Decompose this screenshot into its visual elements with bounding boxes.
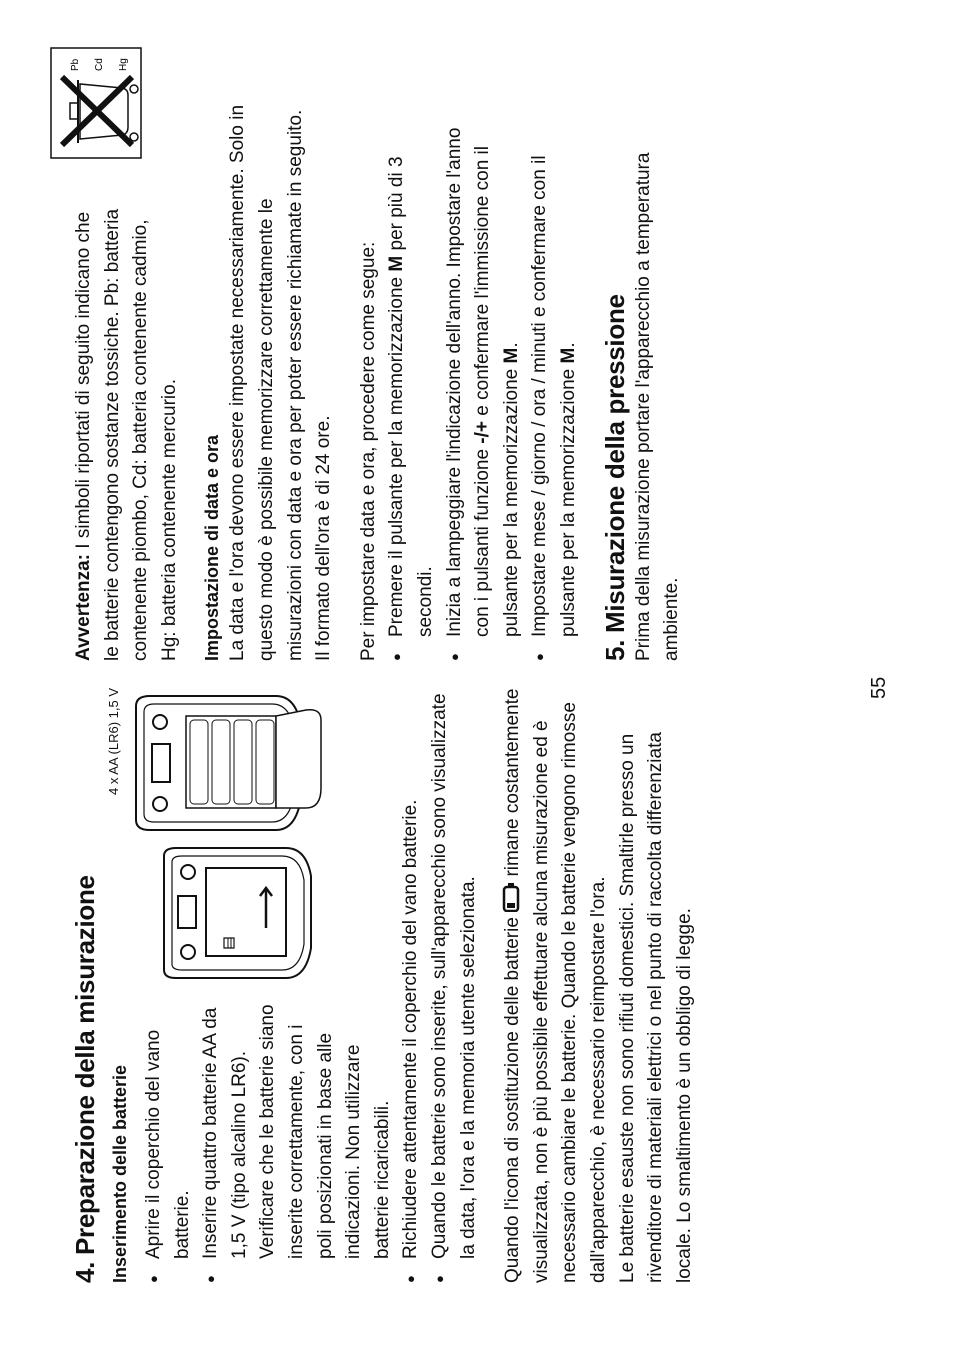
- recycle-label-cd: Cd: [94, 58, 105, 71]
- page-number: 55: [868, 676, 890, 699]
- datetime-format: Il formato dell'ora è di 24 ore.: [313, 415, 335, 661]
- battery-steps-list: [140, 994, 397, 1283]
- warning-text: I simboli riportati di seguito indicano che le batterie contengono sostanze tossiche. Pb: batteria contenente piombo, Cd: batteria contenente cadmio, Hg: batteria contenente mercurio.: [73, 208, 180, 661]
- datetime-subtitle: Impostazione di data e ora: [202, 434, 223, 661]
- left-column: [70, 688, 699, 1283]
- battery-compartment-figure: [106, 688, 336, 988]
- step-text: e confermare l'immissione con il pulsante per la memorizzazione: [472, 145, 522, 637]
- step-text: Impostare mese / giorno / ora / minuti e confermare con il pulsante per la memorizzazione: [529, 155, 579, 637]
- list-item: ● Richiudere attentamente il coperchio del vano batterie.: [397, 688, 426, 1283]
- step-text: per più di 3 secondi.: [386, 156, 436, 637]
- battery-close-list: [397, 688, 483, 1283]
- key-label: M: [557, 347, 579, 364]
- section5-text: Prima della misurazione portare l'apparecchio a temperatura ambiente.: [632, 152, 683, 661]
- recycle-label-pb: Pb: [70, 58, 81, 71]
- right-column: [70, 101, 687, 661]
- datetime-intro: La data e l'ora devono essere impostate necessariamente. Solo in questo modo è possibile memorizzare correttamente le misurazioni con data e ora per poter essere richiamate in seguito.: [227, 104, 306, 661]
- warning-label: Avvertenza:: [73, 553, 94, 661]
- battery-compartment-illustration: [106, 688, 336, 988]
- battery-steps: [140, 994, 397, 1283]
- crossed-bin-icon: [50, 47, 142, 159]
- step-text: Inizia a lampeggiare l'indicazione dell'anno. Impostare l'anno con i pulsanti funzione: [443, 127, 494, 637]
- battery-icon-paragraph: [499, 688, 613, 1283]
- list-item: [526, 101, 583, 661]
- key-label: M: [386, 255, 408, 272]
- warning-paragraph: [70, 206, 184, 661]
- step-text: Premere il pulsante per la memorizzazione: [386, 276, 408, 637]
- list-item: [441, 101, 527, 661]
- list-item: ● Quando le batterie sono inserite, sull'apparecchio sono visualizzate la data, l'ora e la memoria utente selezionata.: [426, 688, 483, 1283]
- key-label: -/+: [472, 421, 494, 444]
- list-item: ● Aprire il coperchio del vano batterie.: [140, 994, 197, 1283]
- step-text: .: [500, 342, 522, 348]
- datetime-procedure: Per impostare data e ora, procedere come segue:: [357, 241, 379, 661]
- battery-insert-subtitle: Inserimento delle batterie: [110, 1064, 130, 1283]
- figure-caption: 4 x AA (LR6) 1,5 V: [106, 688, 121, 795]
- battery-replace-icon: [502, 882, 520, 912]
- key-label: M: [500, 347, 522, 364]
- battery-disposal-paragraph: Le batterie esauste non sono rifiuti domestici. Smaltirle presso un rivenditore di materiali elettrici o nel punto di raccolta differenziata locale. Lo smaltimento è un obbligo di legge.: [616, 732, 695, 1283]
- list-item: [383, 101, 440, 661]
- section4-title: 4. Preparazione della misurazione: [70, 875, 100, 1283]
- device-closed-drawing: [164, 848, 311, 978]
- recycle-label-hg: Hg: [118, 58, 129, 71]
- datetime-steps-list: [383, 101, 583, 661]
- paragraph-text: rimane costantemente visualizzata, non è più possibile effettuare alcuna misurazione ed è necessario cambiare le batterie. Quando le batterie vengono rimosse dall'apparecchio, è necessario reimpostare l'ora.: [502, 688, 609, 1283]
- step-text: .: [557, 342, 579, 348]
- list-item: ● Inserire quattro batterie AA da 1,5 V (tipo alcalino LR6). Verificare che le batterie siano inserite correttamente, con i poli posizionati in base alle indicazioni. Non utilizzare batterie ricaricabili.: [197, 994, 397, 1283]
- paragraph-text: Quando l'icona di sostituzione delle batterie: [502, 917, 524, 1283]
- device-open-drawing: [136, 696, 321, 830]
- section5-title: 5. Misurazione della pressione: [599, 294, 630, 661]
- crossed-bin-drawing: [50, 47, 142, 159]
